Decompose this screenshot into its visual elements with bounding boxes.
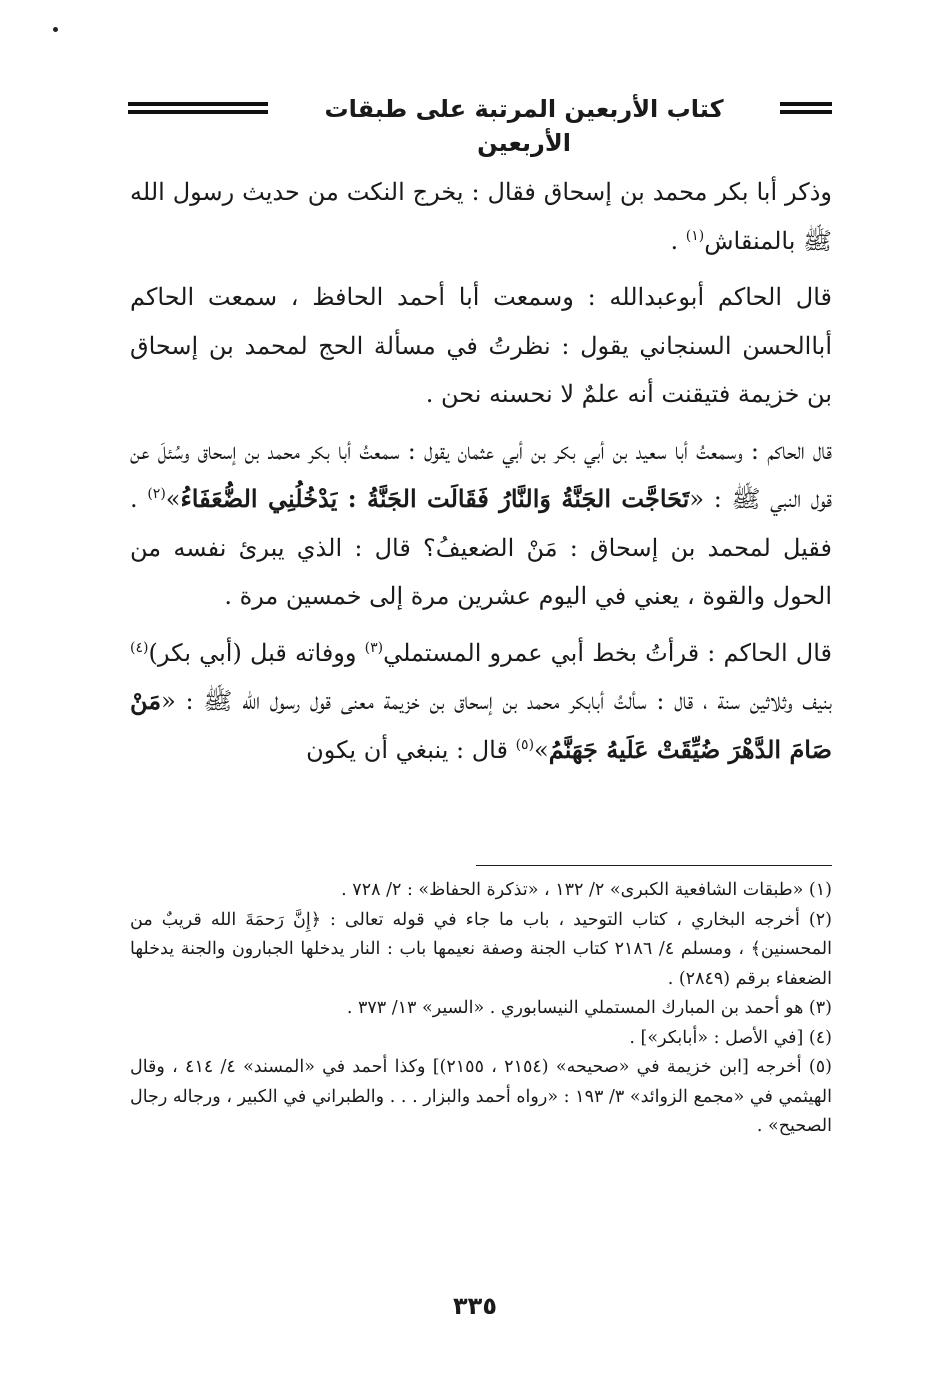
running-title: كتاب الأربعين المرتبة على طبقات الأربعين: [324, 95, 724, 157]
paragraph-4-text-a: قال الحاكم : قرأتُ بخط أبي عمرو المستملي: [383, 638, 832, 667]
paragraph-4-text-c: بنيف وثلاثين سنة ، قال : سألتُ أبابكر محمد بن إسحاق بن خزيمة معنى قول رسول الله ﷺ : «: [161, 687, 832, 715]
footnote-4: (٤) [في الأصل : «أبابكر»] .: [629, 1027, 832, 1048]
footnote-ref-5: (٥): [515, 736, 535, 753]
footnote-ref-3: (٣): [364, 639, 384, 656]
footnote-ref-1: (١): [685, 227, 705, 244]
paragraph-3-text-c: . فقيل لمحمد بن إسحاق : مَنْ الضعيفُ؟ قال : الذي يبرئ نفسه من الحول والقوة ، يعني في اليوم عشرين مرة إلى خمسين مرة .: [130, 485, 832, 610]
paragraph-1-text: وذكر أبا بكر محمد بن إسحاق فقال : يخرج النكت من حديث رسول الله ﷺ بالمنقاش: [130, 178, 832, 255]
paragraph-3-text-a: قال الحاكم : وسمعتُ أبا سعيد بن أبي بكر بن أبي عثمان يقول : سمعتُ أبا بكر محمد بن إسحاق وسُئلَ عن قول النبي ﷺ : «: [130, 436, 832, 513]
paragraph-4-text-b: ووفاته قبل (أبي بكر): [148, 638, 365, 667]
paragraph-2-text: قال الحاكم أبوعبدالله : وسمعت أبا أحمد الحافظ ، سمعت الحاكم أباالحسن السنجاني يقول : نظرتُ في مسألة الحج لمحمد بن إسحاق بن خزيمة فتيقنت أنه علمٌ لا نحسنه نحن .: [130, 283, 832, 408]
paragraph-4: [130, 629, 832, 775]
footnote-5: (٥) أخرجه [ابن خزيمة في «صحيحه» (٢١٥٤ ، ٢١٥٥)] وكذا أحمد في «المسند» ٤/ ٤١٤ ، وقال الهيثمي في «مجمع الزوائد» ٣/ ١٩٣ : «رواه أحمد والبزار . . . والطبراني في الكبير ، ورجاله رجال الصحيح» .: [130, 1057, 832, 1136]
running-header: [128, 92, 832, 157]
paragraph-4-text-e: قال : ينبغي أن يكون: [306, 735, 516, 764]
hadith-quote-1: تَحَاجَّت الجَنَّةُ وَالنَّارُ فَقَالَت الجَنَّةُ : يَدْخُلُنِي الضُّعَفَاءُ: [180, 484, 690, 513]
footnote-separator: [476, 865, 832, 866]
paragraph-2: [130, 273, 832, 419]
hadith-quote-2: مَنْ صَامَ الدَّهْرَ ضُيِّقَتْ عَلَيهُ جَهَنَّمُ: [130, 686, 832, 764]
header-rule-right: [780, 102, 832, 114]
footnote-3: (٣) هو أحمد بن المبارك المستملي النيسابوري . «السير» ١٣/ ٣٧٣ .: [346, 998, 832, 1018]
main-text: [130, 168, 832, 774]
footnote-ref-2: (٢): [147, 486, 166, 502]
footnote-2: (٢) أخرجه البخاري ، كتاب التوحيد ، باب ما جاء في قوله تعالى : ﴿إِنَّ رَحمَةَ الله قريبٌ من المحسنين﴾ ، ومسلم ٤/ ٢١٨٦ كتاب الجنة وصفة نعيمها باب : النار يدخلها الجبارون والجنة يدخلها الضعفاء برقم (٢٨٤٩) .: [130, 909, 833, 989]
paragraph-3-text-b: »: [165, 485, 181, 513]
footnotes: [130, 876, 832, 1142]
footnote-ref-4: (٤): [130, 639, 149, 656]
page-number: ٣٣٥: [453, 1292, 497, 1320]
paragraph-1: [130, 168, 832, 265]
paragraph-3: [130, 427, 832, 621]
paragraph-4-text-d: »: [534, 735, 549, 764]
footnote-1: (١) «طبقات الشافعية الكبرى» ٢/ ١٣٢ ، «تذكرة الحفاظ» : ٢/ ٧٢٨ .: [341, 880, 832, 900]
paragraph-1-end: .: [670, 226, 686, 255]
stray-dot-mark: [53, 27, 58, 32]
header-rule-left: [128, 102, 268, 114]
